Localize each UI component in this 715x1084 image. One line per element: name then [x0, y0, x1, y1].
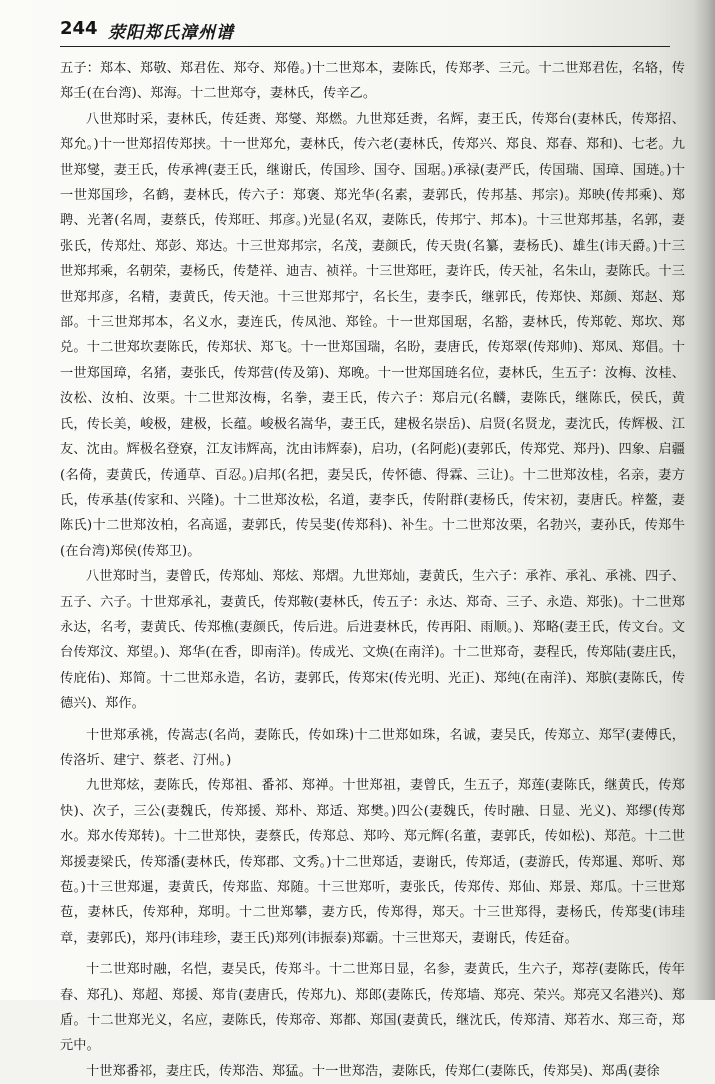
paragraph: 十世郑番祁，妻庄氏，传郑浩、郑猛。十一世郑浩，妻陈氏，传郑仁(妻陈氏，传郑吴)、郑禹(妻徐: [86, 1063, 660, 1079]
page-number: 244: [60, 18, 98, 39]
paragraph: 十世郑承祧，传嵩志(名尚，妻陈氏，传如珠)十二世郑如珠，名诚，妻吴氏，传郑立、郑罕(妻傅氏，传洛圻、建宁、蔡老、汀州。): [60, 727, 685, 768]
genealogy-text: [60, 56, 685, 1079]
paragraph: 八世郑时当，妻曾氏，传郑灿、郑炫、郑熠。九世郑灿，妻黄氏，生六子：承祚、承礼、承祧、四子、五子、六子。十世郑承礼，妻黄氏，传郑鞍(妻林氏，传五子：永达、郑奇、三子、永造、郑张)。十二世郑永达，名考，妻黄氏、传郑樵(妻颜氏，传后进。后进妻林氏，传再阳、雨顺。)、郑略(妻王氏，传文台。文台传郑汶、郑望。)、郑华(在香，即南洋)。传成光、文焕(在南洋)。十二世郑奇，妻程氏，传郑陆(妻庄氏，传庇佑)、郑简。十二世郑永造，名访，妻郭氏，传郑宋(传光明、光正)、郑纯(在南洋)、郑膑(妻陈氏，传德兴)、郑作。: [60, 569, 685, 712]
paragraph: 五子：郑本、郑敬、郑君佐、郑夺、郑倦。)十二世郑本，妻陈氏，传郑孝、三元。十二世郑君佐，名辂，传郑壬(在台湾)、郑海。十二世郑夺，妻林氏，传辛乙。: [60, 61, 685, 102]
page-header: [60, 16, 670, 47]
running-title: 荥阳郑氏漳州谱: [108, 23, 234, 43]
page-fold-shadow: [693, 0, 715, 1000]
paragraph: 八世郑时采，妻林氏，传廷赉、郑燮、郑燃。九世郑廷赉，名辉，妻王氏，传郑台(妻林氏，传郑招、郑允。)十一世郑招传郑挟。十一世郑允，妻林氏，传六老(妻林氏，传郑兴、郑良、郑春、郑和)、七老。九世郑燮，妻王氏，传承裨(妻王氏，继谢氏，传国珍、国夺、国琚。)承禄(妻严氏，传国瑞、国璋、国琏。)十一世郑国珍，名鹤，妻林氏，传六子：郑褒、郑光华(名素，妻郭氏，传邦基、邦宗)。郑映(传邦乘)、郑聘、光著(名周，妻蔡氏，传郑旺、邦彦。)光显(名双，妻陈氏，传邦宁、邦本)。十三世郑邦基，名郭，妻张氏，传郑灶、郑彭、郑达。十三世郑邦宗，名茂，妻颜氏，传天贵(名纂，妻杨氏)、雄生(讳天爵。)十三世郑邦乘，名朝荣，妻杨氏，传楚祥、迪吉、祯祥。十三世郑旺，妻许氏，传天祉，名朱山，妻陈氏。十三世郑邦彦，名精，妻黄氏，传天池。十三世郑邦宁，名长生，妻李氏，继郭氏，传郑快、郑颜、郑赵、郑部。十三世郑邦本，名义水，妻连氏，传凤池、郑铨。十一世郑国琚，名豁，妻林氏，传郑乾、郑坎、郑兑。十二世郑坎妻陈氏，传郑状、郑飞。十一世郑国瑞，名盼，妻唐氏，传郑翠(传郑帅)、郑凤、郑倡。十一世郑国璋，名猪，妻张氏，传郑营(传及第)、郑晚。十一世郑国琏名位，妻林氏，生五子：汝梅、汝桂、汝松、汝柏、汝栗。十二世郑汝梅，名拳，妻王氏，传六子：郑启元(名麟，妻陈氏，继陈氏，侯氏，黄氏，传长美，峻极，建极，长蕴。峻极名嵩华，妻王氏，建极名崇岳)、启贤(名贤龙，妻沈氏，传辉极、江友、沈由。辉极名登寮，江友讳辉高，沈由讳辉泰)，启功，(名阿彪)(妻郭氏，传郑党、郑丹)、四象、启疆(名倚，妻黄氏，传通草、百忍。)启邦(名把，妻吴氏，传怀德、得霖、三让)。十二世郑汝桂，名亲，妻方氏，传承基(传家和、兴隆)。十二世郑汝松，名道，妻李氏，传附群(妻杨氏，传宋初，妻唐氏。梓鳌，妻陈氏)十二世郑汝柏，名高遥，妻郭氏，传吴斐(传郑科)、补生。十二世郑汝栗，名勃兴，妻孙氏，传郑牛(在台湾)郑侯(传郑卫)。: [60, 111, 685, 559]
paragraph: 十二世郑时融，名恺，妻吴氏，传郑斗。十二世郑日显，名参，妻黄氏，生六子，郑荐(妻陈氏，传年春、郑孔)、郑超、郑援、郑肯(妻唐氏，传郑九)、郑郎(妻陈氏，传郑墙、郑亮、荣兴。郑亮又名港兴)、郑盾。十二世郑光义，名应，妻陈氏，传郑帝、郑都、郑国(妻黄氏，继沈氏，传郑清、郑若水、郑三奇，郑元中。: [60, 962, 685, 1054]
paragraph: 九世郑炫，妻陈氏，传郑祖、番祁、郑禅。十世郑祖，妻曾氏，生五子，郑莲(妻陈氏，继黄氏，传郑快)、次子，三公(妻魏氏，传郑援、郑朴、郑适、郑樊。)四公(妻魏氏，传时融、日显、光义)、郑缪(传郑水。郑水传郑转)。十二世郑快，妻蔡氏，传郑总、郑吟、郑元辉(名董，妻郭氏，传如松)、郑范。十二世郑援妻梁氏，传郑潘(妻林氏，传郑郡、文秀。)十二世郑适，妻谢氏，传郑适，(妻游氏，传郑暹、郑听、郑苞。)十三世郑暹，妻黄氏，传郑监、郑随。十三世郑听，妻张氏，传郑传、郑仙、郑景、郑瓜。十三世郑苞，妻林氏，传郑种，郑明。十二世郑攀，妻方氏，传郑得，郑天。十三世郑得，妻杨氏，传郑斐(讳珪章，妻郭氏)，郑丹(讳珪珍，妻王氏)郑列(讳振泰)郑霸。十三世郑天，妻谢氏，传廷奋。: [60, 778, 685, 946]
